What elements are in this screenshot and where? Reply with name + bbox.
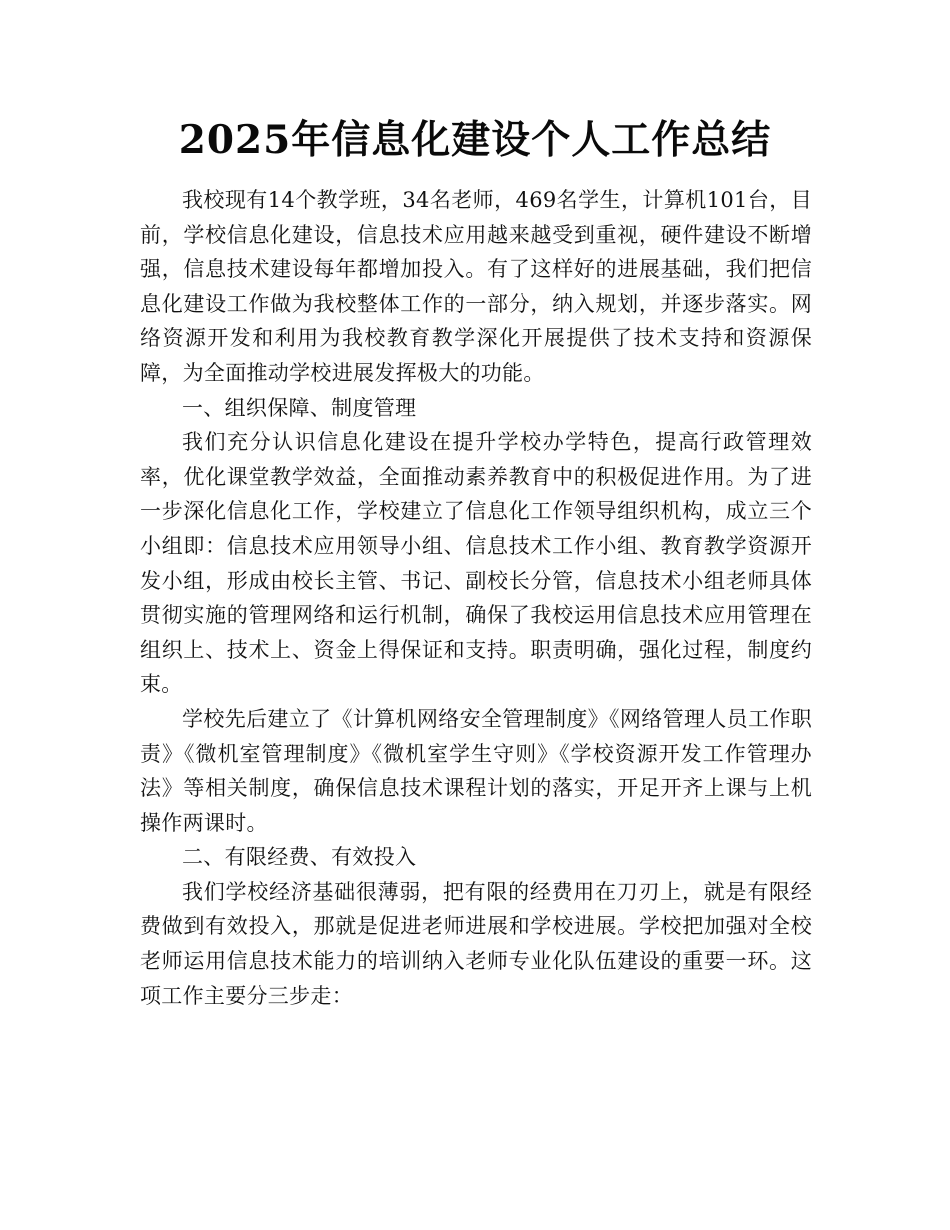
paragraph-funding: 我们学校经济基础很薄弱，把有限的经费用在刀刃上，就是有限经费做到有效投入，那就是促进老师进展和学校进展。学校把加强对全校老师运用信息技术能力的培训纳入老师专业化队伍建设的重要一环。这项工作主要分三步走：	[140, 879, 812, 1008]
section-heading-organization: 一、组织保障、制度管理	[182, 395, 417, 420]
section-heading-funding: 二、有限经费、有效投入	[182, 845, 417, 870]
paragraph-regulations: 学校先后建立了《计算机网络安全管理制度》《网络管理人员工作职责》《微机室管理制度》《微机室学生守则》《学校资源开发工作管理办法》等相关制度，确保信息技术课程计划的落实，开足开齐上课与上机操作两课时。	[140, 706, 812, 835]
document-title: 2025年信息化建设个人工作总结	[178, 117, 772, 163]
paragraph-intro: 我校现有14个教学班，34名老师，469名学生，计算机101台，目前，学校信息化建设，信息技术应用越来越受到重视，硬件建设不断增强，信息技术建设每年都增加投入。有了这样好的进展基础，我们把信息化建设工作做为我校整体工作的一部分，纳入规划，并逐步落实。网络资源开发和利用为我校教育教学深化开展提供了技术支持和资源保障，为全面推动学校进展发挥极大的功能。	[140, 188, 812, 385]
document-body	[140, 183, 812, 1013]
paragraph-organization: 我们充分认识信息化建设在提升学校办学特色，提高行政管理效率，优化课堂教学效益，全面推动素养教育中的积极促进作用。为了进一步深化信息化工作，学校建立了信息化工作领导组织机构，成立三个小组即：信息技术应用领导小组、信息技术工作小组、教育教学资源开发小组，形成由校长主管、书记、副校长分管，信息技术小组老师具体贯彻实施的管理网络和运行机制，确保了我校运用信息技术应用管理在组织上、技术上、资金上得保证和支持。职责明确，强化过程，制度约束。	[140, 430, 812, 697]
